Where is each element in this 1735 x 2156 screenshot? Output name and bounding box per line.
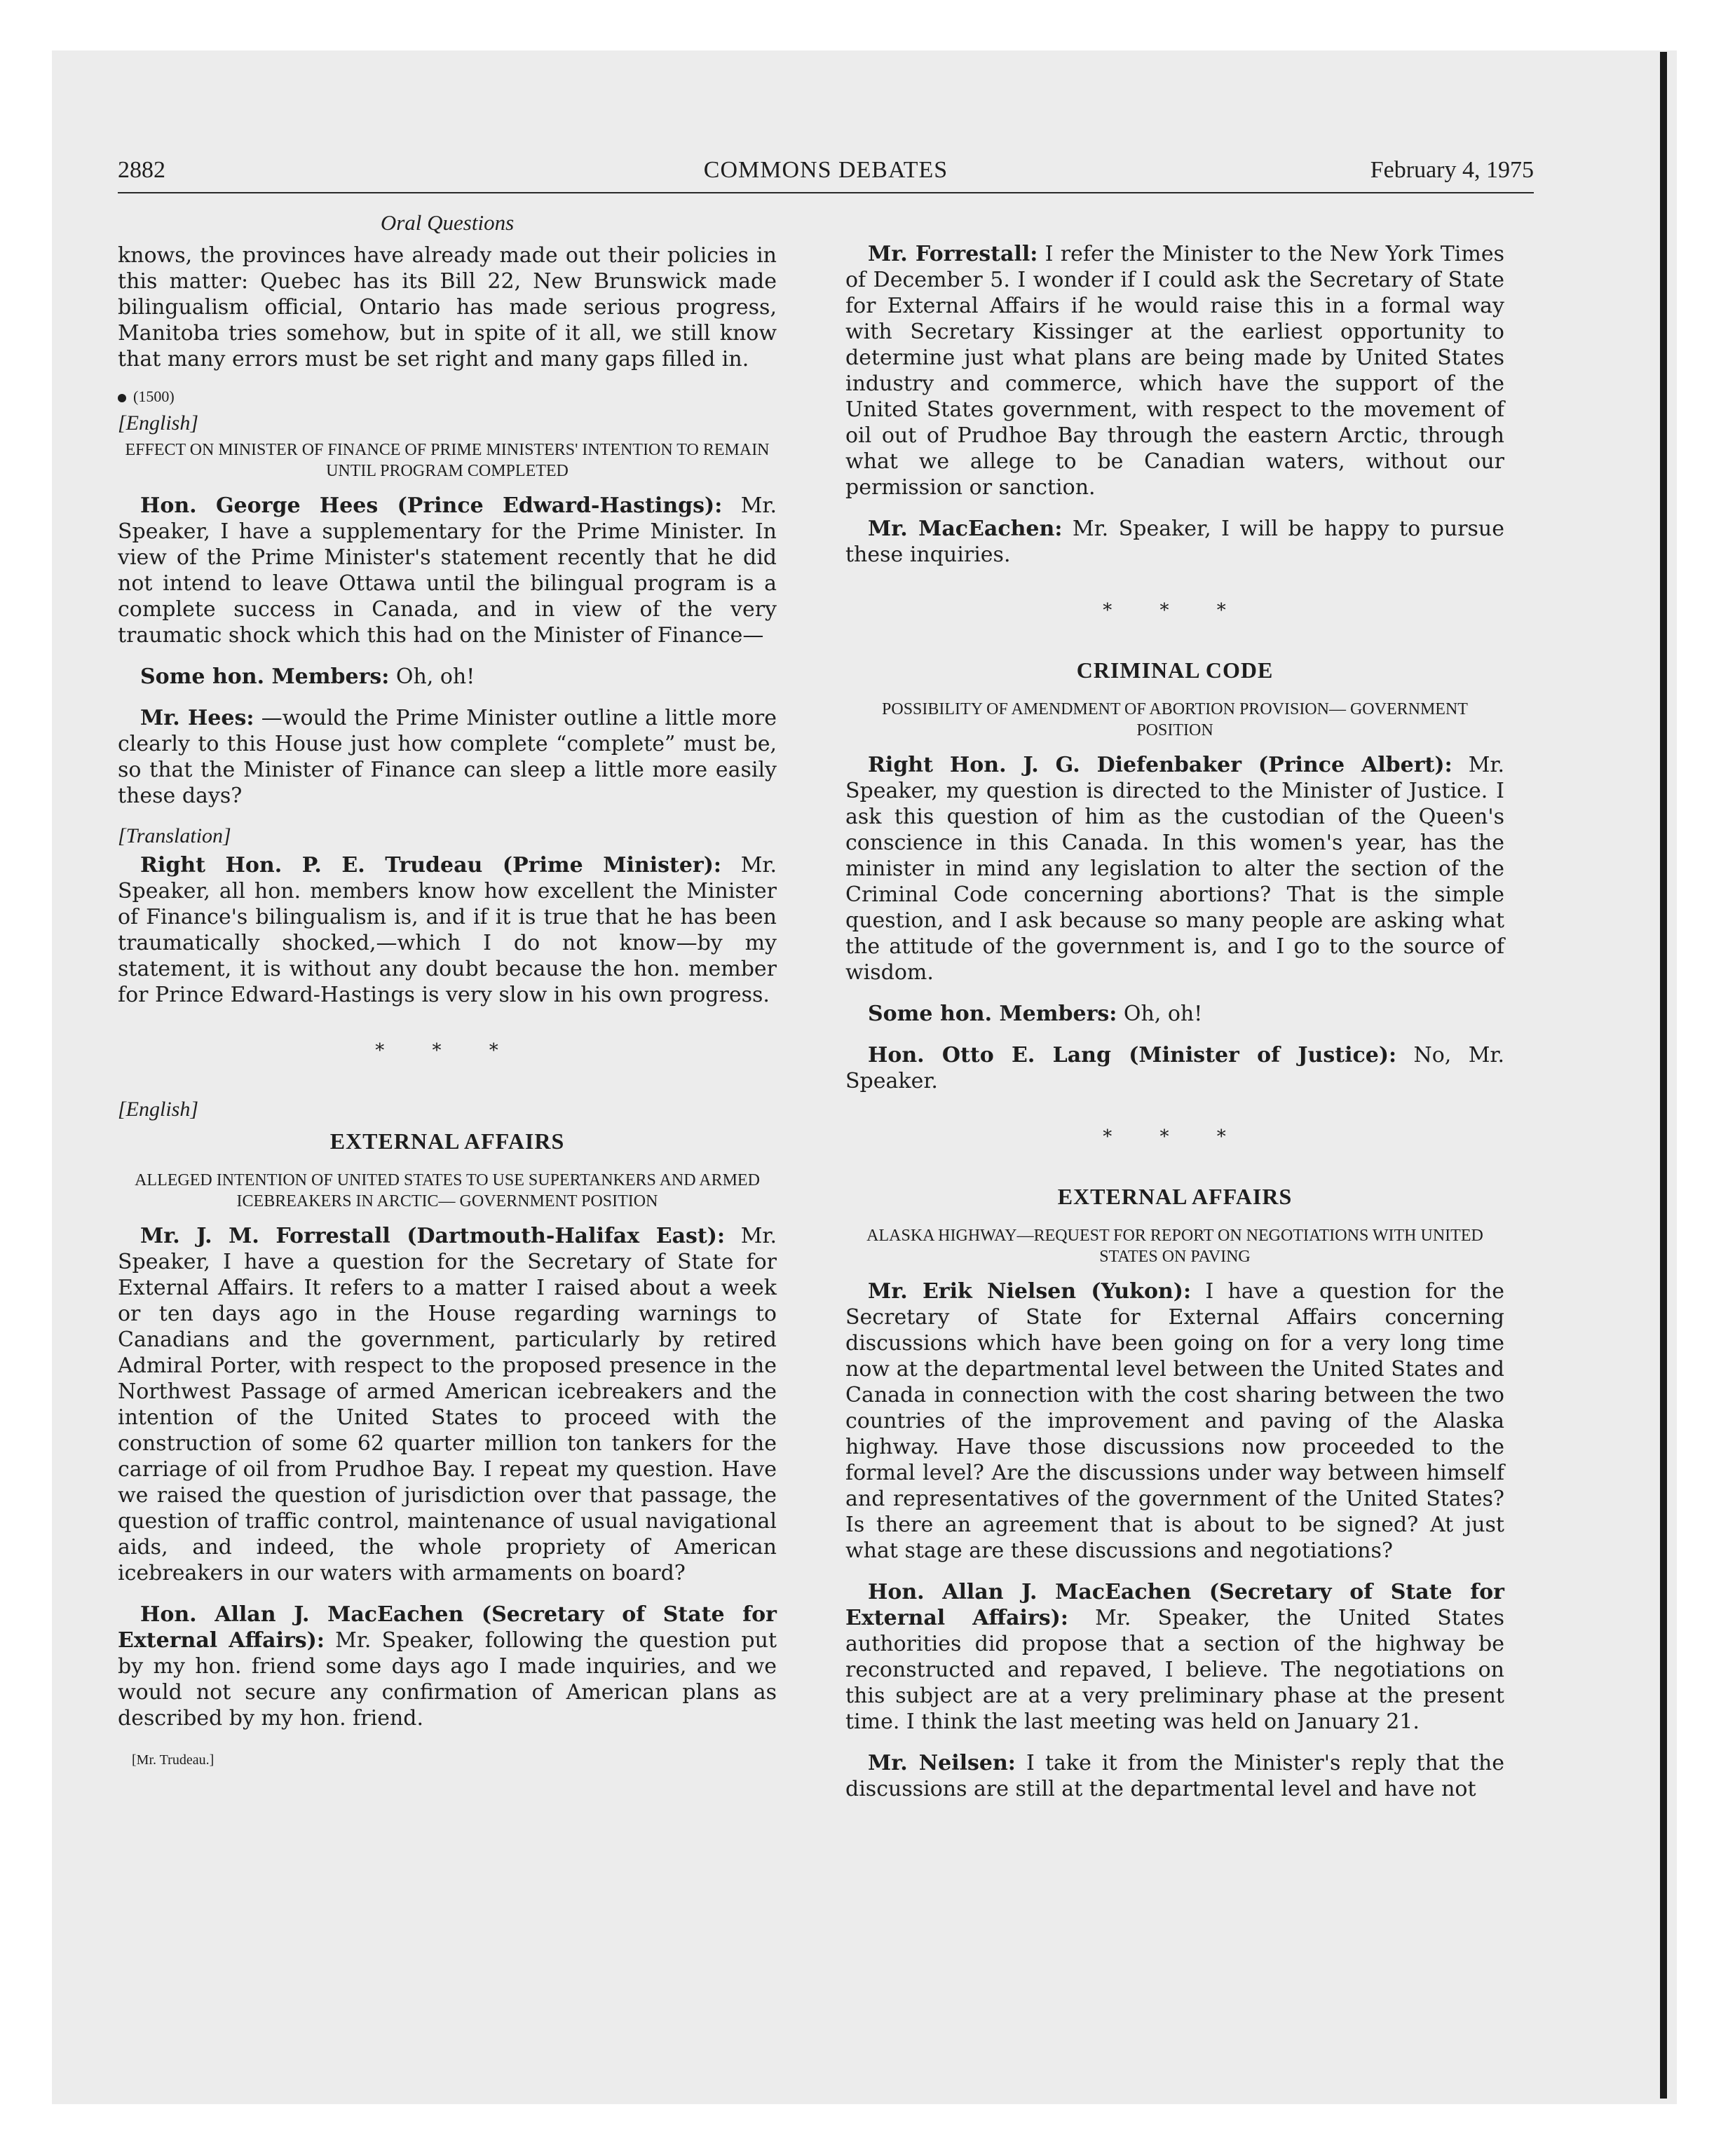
speaker-name: Some hon. Members: <box>868 1002 1117 1026</box>
speech-text: Mr. Speaker, the United States authorities did propose that a section of the highway be reconstructed and repaved, I believe. The negotiations on this subject are at a very preliminary phase at the present time. I think the last meeting was held on January 21. <box>845 1606 1504 1734</box>
language-tag: [Translation] <box>118 824 231 847</box>
speech-text: Mr. Speaker, all hon. members know how excellent the Minister of Finance's bilingualism is, and if it is true that he has been traumatically shocked,—which I do not know—by my statement, it is without any doubt because the hon. member for Prince Edward-Hastings is very slow in his own progress. <box>118 853 777 1007</box>
time-marker <box>118 388 777 406</box>
language-tag: [English] <box>118 411 199 435</box>
speech <box>118 852 777 1008</box>
speech-text: Mr. Speaker, I have a supplementary for the Prime Minister. In view of the Prime Minister's statement recently that he did not intend to leave Ottawa until the bilingual program is a complete success in Canada, and in view of the very traumatic shock which this had on the Minister of Finance— <box>118 493 777 648</box>
speaker-name: Mr. J. M. Forrestall (Dartmouth-Halifax East): <box>140 1224 726 1248</box>
subheading: POSSIBILITY OF AMENDMENT OF ABORTION PROVISION— GOVERNMENT POSITION <box>882 700 1468 739</box>
section-divider: * * * <box>1103 1126 1247 1147</box>
publication-title: COMMONS DEBATES <box>703 157 948 183</box>
speech <box>118 1223 777 1586</box>
speaker-name: Mr. Hees: <box>140 706 254 730</box>
speech <box>845 1579 1504 1735</box>
speaker-name: Right Hon. J. G. Diefenbaker (Prince Albert): <box>868 753 1452 777</box>
speech-text: Mr. Speaker, following the question put by my hon. friend some days ago I made inquiries, and we would not secure any confirmation of American plans as described by my hon. friend. <box>118 1628 777 1731</box>
speech <box>118 493 777 648</box>
speaker-name: Right Hon. P. E. Trudeau (Prime Minister): <box>140 853 722 878</box>
speech-text: Mr. Speaker, my question is directed to the Minister of Justice. I ask this question of him as the custodian of the Queen's conscience in this Canada. In this women's year, has the minister in mind any legislation to alter the section of the Criminal Code concerning abortions? That is the simple question, and I ask because so many people are asking what the attitude of the government is, and I go to the source of wisdom. <box>845 753 1504 985</box>
running-head: Oral Questions <box>380 210 515 235</box>
time-label: (1500) <box>133 388 175 405</box>
speech <box>845 1042 1504 1094</box>
speaker-name: Mr. Erik Nielsen (Yukon): <box>868 1279 1192 1304</box>
speaker-name: Hon. Otto E. Lang (Minister of Justice): <box>868 1043 1397 1067</box>
speaker-name: Hon. Allan J. MacEachen (Secretary of State for External Affairs): <box>118 1602 777 1653</box>
speech <box>845 516 1504 568</box>
bullet-icon <box>118 394 126 402</box>
speaker-name: Mr. Forrestall: <box>868 242 1038 266</box>
speech <box>845 1001 1504 1027</box>
speech <box>845 752 1504 985</box>
right-column <box>845 241 1504 1817</box>
page-number: 2882 <box>118 157 165 183</box>
speaker-name: Mr. Neilsen: <box>868 1751 1016 1775</box>
left-column <box>118 210 777 1768</box>
section-divider: * * * <box>1103 600 1247 621</box>
paragraph: knows, the provinces have already made out their policies in this matter: Quebec has its Bill 22, New Brunswick made bilingualism official, Ontario has made serious progress, Manitoba tries somehow, but in spite of it all, we still know that many errors must be set right and many gaps filled in. <box>118 243 777 371</box>
speech <box>118 664 777 690</box>
speech-text: I have a question for the Secretary of State for External Affairs concerning discussions which have been going on for a very long time now at the departmental level between the United States and Canada in connection with the cost sharing between the two countries of the improvement and paving of the Alaska highway. Have those discussions now proceeded to the formal level? Are the discussions under way between himself and representatives of the government of the United States? Is there an agreement that is about to be signed? At just what stage are these discussions and negotiations? <box>845 1279 1504 1563</box>
speech <box>118 705 777 809</box>
subheading: ALLEGED INTENTION OF UNITED STATES TO USE SUPERTANKERS AND ARMED ICEBREAKERS IN ARCTIC— GOVERNMENT POSITION <box>135 1171 760 1210</box>
speech <box>845 1750 1504 1802</box>
speech-text: I refer the Minister to the New York Times of December 5. I wonder if I could ask the Secretary of State for External Affairs if he would raise this in a formal way with Secretary Kissinger at the earliest opportunity to determine just what plans are being made by United States industry and commerce, which have the support of the United States government, with respect to the movement of oil out of Prudhoe Bay through the eastern Arctic, through what we allege to be Canadian waters, without our permission or sanction. <box>845 242 1504 500</box>
scan-edge-bar <box>1660 52 1667 2099</box>
page-date: February 4, 1975 <box>1370 157 1534 183</box>
section-divider: * * * <box>375 1040 519 1061</box>
speech <box>845 1278 1504 1564</box>
subheading: EFFECT ON MINISTER OF FINANCE OF PRIME MINISTERS' INTENTION TO REMAIN UNTIL PROGRAM COMPLETED <box>125 441 770 480</box>
subheading: ALASKA HIGHWAY—REQUEST FOR REPORT ON NEGOTIATIONS WITH UNITED STATES ON PAVING <box>866 1227 1483 1266</box>
page-footer: [Mr. Trudeau.] <box>132 1752 215 1768</box>
speech <box>845 241 1504 500</box>
speech-text: —would the Prime Minister outline a little more clearly to this House just how complete “complete” must be, so that the Minister of Finance can sleep a little more easily these days? <box>118 706 777 808</box>
speech-text: Mr. Speaker, I will be happy to pursue these inquiries. <box>845 517 1504 567</box>
section-heading: EXTERNAL AFFAIRS <box>1057 1184 1293 1209</box>
speech-text: Oh, oh! <box>1117 1002 1203 1026</box>
speaker-name: Some hon. Members: <box>140 664 390 689</box>
speaker-name: Hon. Allan J. MacEachen (Secretary of State for External Affairs): <box>845 1580 1504 1630</box>
speech-text: No, Mr. Speaker. <box>845 1043 1504 1093</box>
speech-text: Oh, oh! <box>389 664 475 689</box>
speaker-name: Hon. George Hees (Prince Edward-Hastings): <box>140 493 723 518</box>
language-tag: [English] <box>118 1098 199 1121</box>
page-header <box>118 154 1534 193</box>
speech-text: Mr. Speaker, I have a question for the Secretary of State for External Affairs. It refers to a matter I raised about a week or ten days ago in the House regarding warnings to Canadians and the government, particularly by retired Admiral Porter, with respect to the proposed presence in the Northwest Passage of armed American icebreakers and the intention of the United States to proceed with the construction of some 62 quarter million ton tankers for the carriage of oil from Prudhoe Bay. I repeat my question. Have we raised the question of jurisdiction over that passage, the question of traffic control, maintenance of usual navigational aids, and indeed, the whole propriety of American icebreakers in our waters with armaments on board? <box>118 1224 777 1585</box>
speech-text: I take it from the Minister's reply that the discussions are still at the departmental level and have not <box>845 1751 1505 1801</box>
speaker-name: Mr. MacEachen: <box>868 517 1063 541</box>
section-heading: EXTERNAL AFFAIRS <box>329 1128 565 1154</box>
section-heading: CRIMINAL CODE <box>1076 657 1274 683</box>
speech <box>118 1602 777 1731</box>
